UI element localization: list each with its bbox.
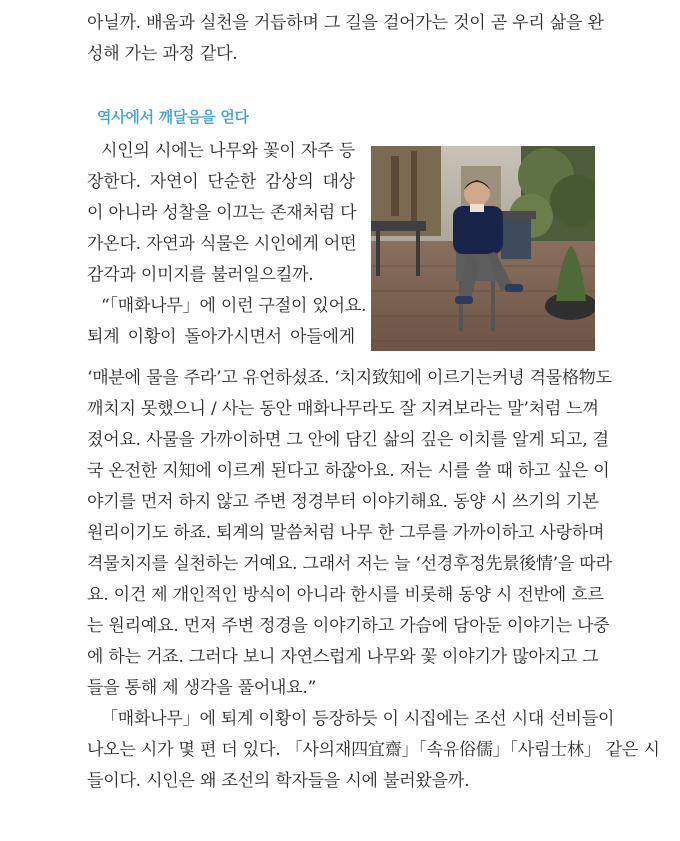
portrait-photo-illustration [371, 146, 595, 351]
body-line: 아닐까. 배움과 실천을 거듭하며 그 길을 걸어가는 것이 곧 우리 삶을 완 [87, 13, 604, 33]
portrait-photo [371, 146, 595, 351]
body-line: 국 온전한 지知에 이르게 된다고 하잖아요. 저는 시를 쓸 때 하고 싶은 이 [87, 461, 610, 481]
body-line: 들을 통해 제 생각을 풀어내요.” [87, 678, 317, 698]
body-line: “「매화나무」에 이런 구절이 있어요. [101, 296, 367, 316]
body-line: 나오는 시가 몇 편 더 있다. 「사의재四宜齋」「속유俗儒」「사림士林」 같은 시 [87, 740, 660, 760]
body-line: 격물치지를 실천하는 거예요. 그래서 저는 늘 ‘선경후정先景後情’을 따라 [87, 554, 612, 574]
body-line: 이 아니라 성찰을 이끄는 존재처럼 다 [87, 203, 357, 223]
body-line: 퇴계 이황이 돌아가시면서 아들에게 [87, 327, 355, 347]
body-line: 깨치지 못했으니 / 사는 동안 매화나무라도 잘 지켜보라는 말’처럼 느껴 [87, 399, 599, 419]
body-line: 시인의 시에는 나무와 꽃이 자주 등 [101, 141, 355, 161]
body-line: ‘매분에 물을 주라’고 유언하셨죠. ‘치지致知에 이르기는커녕 격물格物도 [87, 368, 612, 388]
body-line: 야기를 먼저 하지 않고 주변 정경부터 이야기해요. 동양 시 쓰기의 기본 [87, 492, 599, 512]
body-line: 원리이기도 하죠. 퇴계의 말씀처럼 나무 한 그루를 가까이하고 사랑하며 [87, 523, 605, 543]
body-line: 「매화나무」에 퇴계 이황이 등장하듯 이 시집에는 조선 시대 선비들이 [101, 709, 615, 729]
body-line: 에 하는 거죠. 그러다 보니 자연스럽게 나무와 꽃 이야기가 많아지고 그 [87, 647, 599, 667]
body-line: 요. 이건 제 개인적인 방식이 아니라 한시를 비롯해 동양 시 전반에 흐르 [87, 585, 604, 605]
section-heading: 역사에서 깨달음을 얻다 [97, 108, 249, 126]
body-line: 졌어요. 사물을 가까이하면 그 안에 담긴 삶의 깊은 이치를 알게 되고, 결 [87, 430, 609, 450]
body-line: 가온다. 자연과 식물은 시인에게 어떤 [87, 234, 357, 254]
body-line: 성해 가는 과정 같다. [87, 44, 238, 64]
body-line: 장한다. 자연이 단순한 감상의 대상 [87, 172, 355, 192]
body-line: 는 원리예요. 먼저 주변 정경을 이야기하고 가슴에 담아둔 이야기는 나중 [87, 616, 610, 636]
body-line: 감각과 이미지를 불러일으킬까. [87, 265, 314, 285]
body-line: 들이다. 시인은 왜 조선의 학자들을 시에 불러왔을까. [87, 771, 470, 791]
